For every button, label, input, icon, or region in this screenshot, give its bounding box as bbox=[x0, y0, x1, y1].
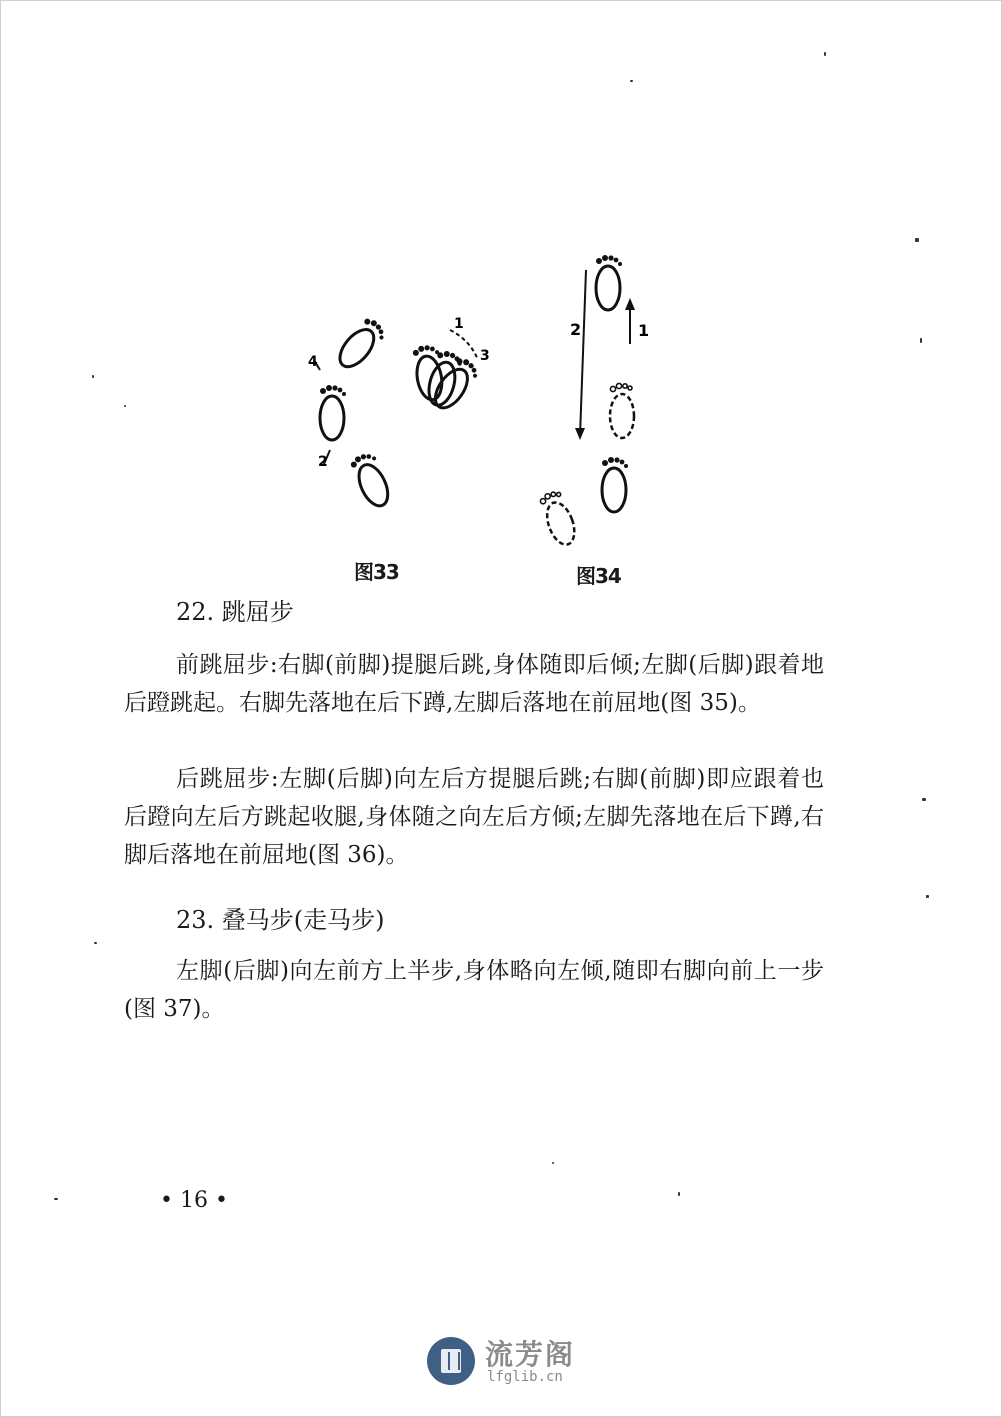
section-22-heading: 22. 跳屈步 bbox=[176, 598, 294, 626]
foot-middle-dashed-icon bbox=[610, 383, 634, 438]
book-icon bbox=[427, 1337, 475, 1385]
fig34-label-2: 2 bbox=[570, 320, 582, 339]
foot-step-3-icon bbox=[320, 385, 346, 440]
scan-speck bbox=[922, 798, 926, 801]
scan-speck bbox=[124, 405, 126, 407]
scan-speck bbox=[915, 238, 919, 242]
page-number: • 16 • bbox=[160, 1188, 228, 1213]
stacked-feet-icon bbox=[412, 343, 482, 415]
section-22-paragraph-2: 后跳屈步:左脚(后脚)向左后方提腿后跳;右脚(前脚)即应跟着也后蹬向左后方跳起收腿,身体随之向左后方倾;左脚先落地在后下蹲,右脚后落地在前屈地(图 36)。 bbox=[124, 766, 824, 868]
scan-speck bbox=[926, 895, 929, 898]
foot-lower-icon bbox=[602, 457, 628, 512]
fig33-label-2: 2 bbox=[318, 454, 328, 470]
figure-34-caption: 图34 bbox=[576, 564, 621, 588]
foot-step-2-icon bbox=[349, 449, 396, 510]
scan-speck bbox=[54, 1198, 58, 1200]
scan-speck bbox=[678, 1192, 680, 1196]
section-23-heading: 23. 叠马步(走马步) bbox=[176, 906, 385, 934]
foot-top-icon bbox=[596, 255, 622, 310]
watermark-title: 流芳阁 bbox=[485, 1338, 576, 1371]
fig33-label-1: 1 bbox=[454, 316, 464, 332]
scan-speck bbox=[92, 375, 94, 378]
figure-33 bbox=[300, 300, 520, 520]
scan-speck bbox=[630, 80, 633, 82]
section-23-paragraph-1: 左脚(后脚)向左前方上半步,身体略向左倾,随即右脚向前上一步(图 37)。 bbox=[124, 958, 824, 1022]
figure-34 bbox=[530, 240, 670, 560]
fig33-label-3: 3 bbox=[480, 348, 490, 364]
foot-bottom-dashed-icon bbox=[538, 489, 579, 549]
scan-speck bbox=[552, 1162, 554, 1164]
fig33-label-4: 4 bbox=[308, 354, 318, 370]
foot-step-4-icon bbox=[334, 315, 389, 374]
scan-speck bbox=[920, 338, 922, 343]
watermark-url: lfglib.cn bbox=[487, 1369, 563, 1385]
figure-33-caption: 图33 bbox=[354, 560, 399, 584]
scan-speck bbox=[824, 52, 826, 56]
fig34-label-1: 1 bbox=[638, 321, 650, 340]
section-22-paragraph-1: 前跳屈步:右脚(前脚)提腿后跳,身体随即后倾;左脚(后脚)跟着地后蹬跳起。右脚先落地在后下蹲,左脚后落地在前屈地(图 35)。 bbox=[124, 652, 824, 716]
watermark-logo bbox=[427, 1333, 597, 1391]
scan-speck bbox=[94, 942, 97, 944]
